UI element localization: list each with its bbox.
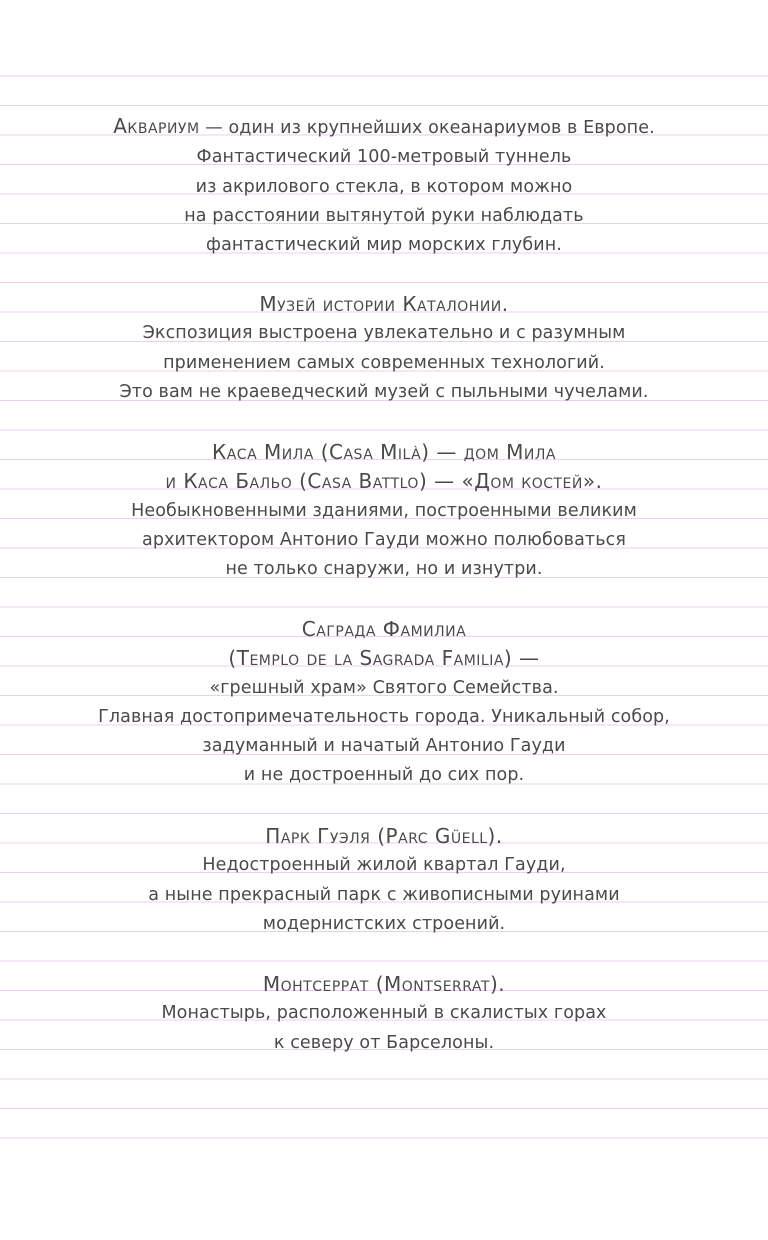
entry-text-line: не только снаружи, но и изнутри. (225, 559, 543, 580)
entry-text-line: применением самых современных технологий. (163, 352, 605, 373)
entry-first-line-rest: — один из крупнейших океанариумов в Европе. (199, 118, 655, 138)
entry-sagrada-familia (0, 615, 768, 791)
entry-montserrat (0, 970, 768, 1058)
entry-text-line: модернистских строений. (262, 913, 506, 934)
entry-heading: Парк Гуэля (Parc Güell). (265, 824, 503, 848)
entry-text-line: «грешный храм» Святого Семейства. (209, 677, 559, 698)
entry-text-line: а ныне прекрасный парк с живописными руинами (148, 884, 620, 905)
entry-text-line: Монастырь, расположенный в скалистых горах (161, 1003, 607, 1024)
entry-heading: Саграда Фамилиа (301, 617, 467, 641)
entry-first-line (0, 112, 768, 143)
entry-text-line: к северу от Барселоны. (273, 1032, 495, 1053)
entry-text-line: фантастический мир морских глубин. (206, 235, 562, 256)
entry-heading: Аквариум (113, 114, 200, 138)
entry-text-line: Это вам не краеведческий музей с пыльными чучелами. (119, 381, 649, 402)
entry-aquarium (0, 112, 768, 260)
entry-heading: и Каса Бальо (Casa Battlo) — «Дом костей». (165, 469, 603, 494)
entry-museum-catalonia (0, 290, 768, 407)
entry-heading: Каса Мила (Casa Milà) — дом Мила (212, 440, 556, 464)
entry-parc-guell (0, 822, 768, 939)
entry-casa-mila-battlo (0, 438, 768, 584)
entry-text-line: Экспозиция выстроена увлекательно и с разумным (142, 323, 626, 344)
entry-text-line: Недостроенный жилой квартал Гауди, (202, 855, 566, 876)
entry-text-line: и не достроенный до сих пор. (243, 765, 525, 786)
entry-text-line: из акрилового стекла, в котором можно (195, 176, 573, 197)
entry-text-line: задуманный и начатый Антонио Гауди (202, 736, 566, 757)
entry-heading: (Templo de la Sagrada Familia) — (228, 646, 540, 671)
entry-text-line: Необыкновенными зданиями, построенными великим (131, 500, 637, 521)
entry-text-line: на расстоянии вытянутой руки наблюдать (184, 205, 584, 226)
entry-text-line: Фантастический 100-метровый туннель (196, 147, 572, 168)
entry-text-line: Главная достопримечательность города. Уникальный собор, (98, 706, 670, 727)
entry-heading: Монтсеррат (Montserrat). (262, 972, 506, 996)
entry-text-line: архитектором Антонио Гауди можно полюбоваться (142, 529, 626, 550)
entry-heading: Музей истории Каталонии. (259, 292, 509, 316)
